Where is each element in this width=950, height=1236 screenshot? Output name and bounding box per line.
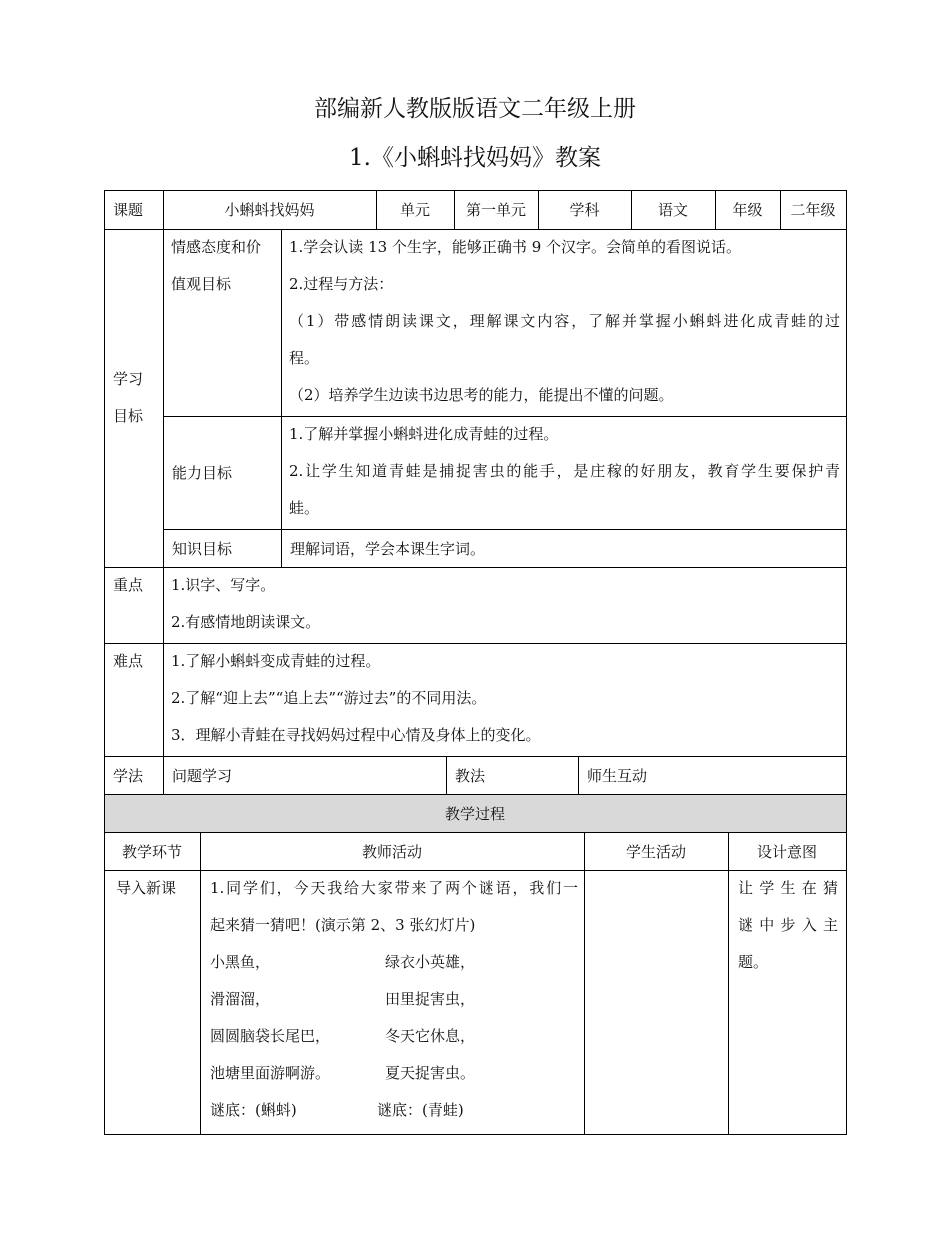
objectives-label-line: 目标 — [113, 407, 144, 425]
lesson-plan-table — [104, 190, 847, 1135]
ability-line: 蛙。 — [289, 499, 320, 517]
topic-value: 小蝌蚪找妈妈 — [224, 201, 315, 219]
subject-value: 语文 — [657, 201, 688, 219]
emotion-line: （2）培养学生边读书边思考的能力，能提出不懂的问题。 — [289, 386, 674, 404]
riddle-right: 冬天它休息， — [385, 1027, 476, 1045]
process-stage — [104, 870, 200, 1134]
topic-label: 课题 — [113, 201, 144, 219]
emotion-line: 程。 — [289, 349, 320, 367]
teacher-intro-line: 1.同学们，今天我给大家带来了两个谜语，我们一 — [210, 879, 578, 897]
emotion-label-line: 值观目标 — [171, 275, 232, 293]
difficulty-line: 2.了解“迎上去”“追上去”“游过去”的不同用法。 — [171, 689, 487, 707]
riddle-right: 绿衣小英雄， — [385, 953, 476, 971]
student-activity — [584, 870, 728, 1134]
stage-text: 导入新课 — [116, 879, 177, 897]
learning-method-value: 问题学习 — [172, 766, 233, 785]
difficulty-line: 3．理解小青蛙在寻找妈妈过程中心情及身体上的变化。 — [171, 726, 541, 744]
difficulty-line: 1.了解小蝌蚪变成青蛙的过程。 — [171, 652, 381, 670]
riddle-right: 田里捉害虫， — [385, 990, 476, 1008]
design-intent — [728, 870, 846, 1134]
grade-label: 年级 — [732, 201, 763, 219]
emotion-objective-content — [281, 229, 846, 416]
objectives-label — [104, 229, 163, 567]
column-header-stage: 教学环节 — [121, 842, 182, 861]
intent-line: 题。 — [738, 953, 769, 971]
riddle-row — [210, 1055, 578, 1092]
riddle-left: 圆圆脑袋长尾巴， — [210, 1027, 331, 1045]
riddle-answer-left: 谜底：(蝌蚪) — [210, 1101, 297, 1119]
objectives-label-line: 学习 — [113, 370, 144, 388]
learning-method-label: 学法 — [113, 766, 144, 785]
unit-value: 第一单元 — [465, 201, 526, 219]
emotion-label-line: 情感态度和价 — [171, 238, 262, 256]
column-header-student: 学生活动 — [625, 842, 686, 861]
emotion-line: 1.学会认读 13 个生字，能够正确书 9 个汉字。会简单的看图说话。 — [289, 238, 742, 256]
emotion-objective-label — [163, 229, 281, 416]
riddle-left: 池塘里面游啊游。 — [210, 1064, 331, 1082]
ability-objective-label: 能力目标 — [172, 464, 233, 482]
process-header: 教学过程 — [444, 804, 505, 823]
ability-objective-content — [281, 416, 846, 529]
document-subtitle: 1.《小蝌蚪找妈妈》教案 — [349, 145, 601, 171]
knowledge-objective-content: 理解词语，学会本课生字词。 — [290, 539, 486, 558]
unit-label: 单元 — [399, 201, 430, 219]
riddle-row — [210, 944, 578, 981]
grade-value: 二年级 — [790, 201, 836, 219]
teacher-intro-line: 起来猜一猜吧！(演示第 2、3 张幻灯片) — [210, 916, 476, 934]
emotion-line: 2.过程与方法： — [289, 275, 394, 293]
riddle-right: 夏天捉害虫。 — [385, 1064, 476, 1082]
column-header-teacher: 教师活动 — [361, 842, 422, 861]
subject-label: 学科 — [569, 201, 600, 219]
difficulties-content — [163, 643, 846, 756]
riddle-answer-right: 谜底：(青蛙) — [377, 1101, 464, 1119]
ability-line: 2.让学生知道青蛙是捕捉害虫的能手，是庄稼的好朋友，教育学生要保护青 — [289, 462, 840, 480]
riddle-left: 滑溜溜， — [210, 990, 271, 1008]
riddle-answer-row — [210, 1092, 578, 1129]
intent-line: 谜中步入主 — [738, 916, 838, 934]
knowledge-objective-label: 知识目标 — [172, 539, 233, 558]
intent-line: 让学生在猜 — [738, 879, 838, 897]
ability-line: 1.了解并掌握小蝌蚪进化成青蛙的过程。 — [289, 425, 559, 443]
key-point-line: 2.有感情地朗读课文。 — [171, 613, 321, 631]
riddle-row — [210, 981, 578, 1018]
key-point-line: 1.识字、写字。 — [171, 576, 276, 594]
emotion-line: （1）带感情朗读课文，理解课文内容，了解并掌握小蝌蚪进化成青蛙的过 — [289, 312, 840, 330]
key-points-label — [104, 567, 163, 643]
key-points-content — [163, 567, 846, 643]
difficulties-label-text: 难点 — [113, 652, 144, 670]
teaching-method-label: 教法 — [455, 766, 486, 785]
document-title: 部编新人教版版语文二年级上册 — [314, 96, 636, 122]
riddle-row — [210, 1018, 578, 1055]
teacher-activity — [200, 870, 584, 1134]
difficulties-label — [104, 643, 163, 756]
teaching-method-value: 师生互动 — [587, 766, 648, 785]
key-points-label-text: 重点 — [113, 576, 144, 594]
column-header-intent: 设计意图 — [756, 842, 817, 861]
riddle-left: 小黑鱼， — [210, 953, 271, 971]
